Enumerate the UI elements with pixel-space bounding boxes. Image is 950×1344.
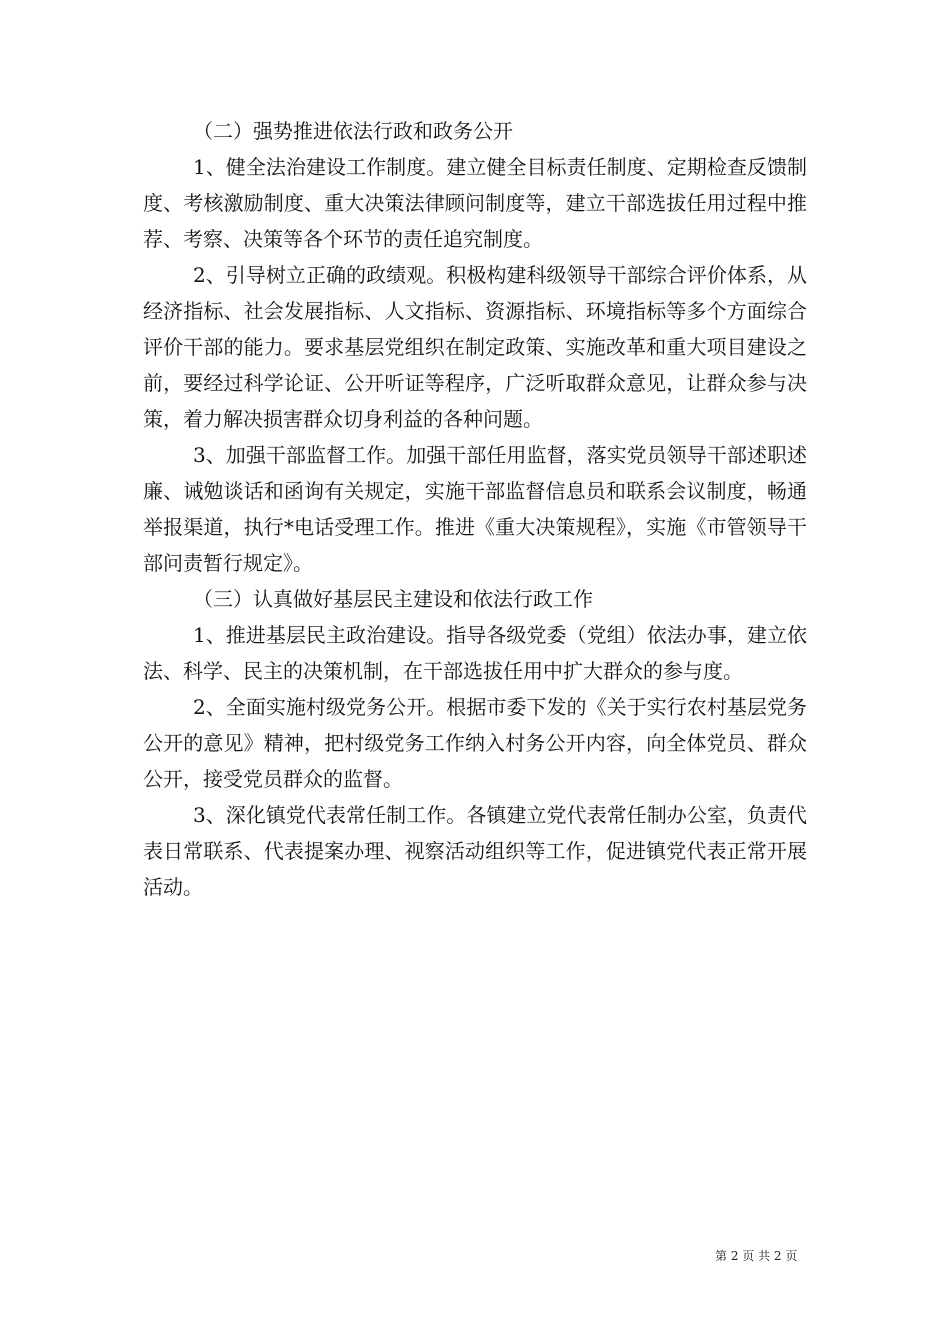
paragraph: 2、引导树立正确的政绩观。积极构建科级领导干部综合评价体系，从经济指标、社会发展指标、人文指标、资源指标、环境指标等多个方面综合评价干部的能力。要求基层党组织在制定政策、实施改革和重大项目建设之前，要经过科学论证、公开听证等程序，广泛听取群众意见，让群众参与决策，着力解决损害群众切身利益的各种问题。 — [143, 263, 807, 431]
paragraph: 2、全面实施村级党务公开。根据市委下发的《关于实行农村基层党务公开的意见》精神，把村级党务工作纳入村务公开内容，向全体党员、群众公开，接受党员群众的监督。 — [143, 695, 807, 791]
section-heading: （三）认真做好基层民主建设和依法行政工作 — [193, 587, 593, 611]
page-number: 第 2 页 共 2 页 — [715, 1249, 798, 1263]
section-heading: （二）强势推进依法行政和政务公开 — [193, 119, 513, 143]
paragraph: 1、推进基层民主政治建设。指导各级党委（党组）依法办事，建立依法、科学、民主的决策机制，在干部选拔任用中扩大群众的参与度。 — [143, 623, 807, 683]
paragraph: 1、健全法治建设工作制度。建立健全目标责任制度、定期检查反馈制度、考核激励制度、重大决策法律顾问制度等，建立干部选拔任用过程中推荐、考察、决策等各个环节的责任追究制度。 — [143, 155, 807, 251]
document-body — [143, 113, 807, 905]
paragraph: 3、加强干部监督工作。加强干部任用监督，落实党员领导干部述职述廉、诫勉谈话和函询有关规定，实施干部监督信息员和联系会议制度，畅通举报渠道，执行*电话受理工作。推进《重大决策规程》，实施《市管领导干部问责暂行规定》。 — [143, 443, 807, 575]
paragraph: 3、深化镇党代表常任制工作。各镇建立党代表常任制办公室，负责代表日常联系、代表提案办理、视察活动组织等工作，促进镇党代表正常开展活动。 — [143, 803, 807, 899]
